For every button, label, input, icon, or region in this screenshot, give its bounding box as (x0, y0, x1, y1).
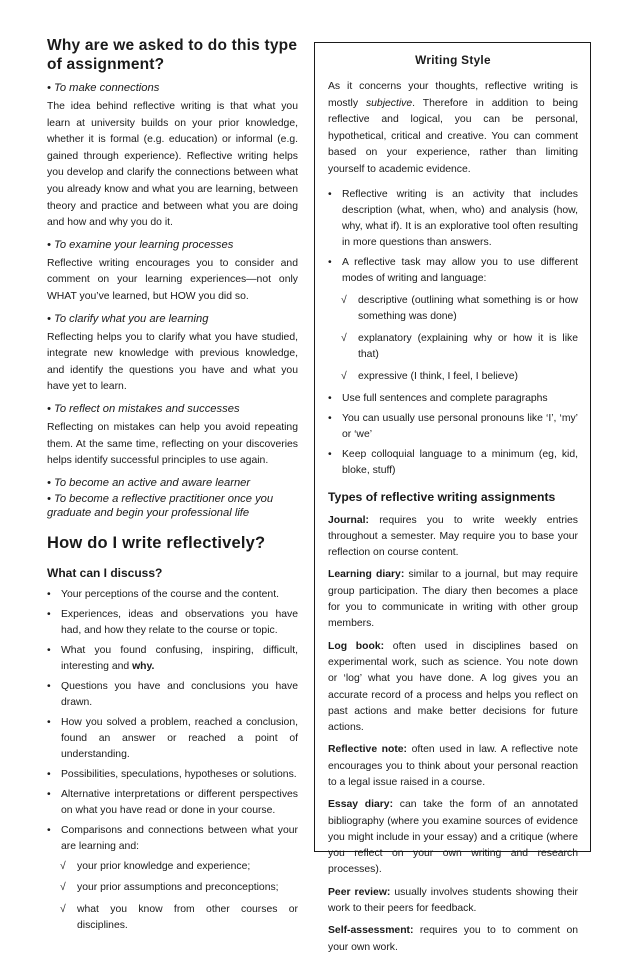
style-intro (328, 79, 578, 179)
type-term: Essay diary: (328, 799, 394, 811)
type-term: Peer review: (328, 886, 391, 898)
section-body: Reflecting helps you to clarify what you have studied, integrate new knowledge with previous knowledge, and identify the questions you have and what you have yet to learn. (47, 331, 298, 393)
list-item-text: What you found confusing, inspiring, difficult, interesting and (61, 644, 298, 672)
check-item: √ what you know from other courses or disciplines. (47, 902, 298, 935)
left-column (47, 36, 298, 940)
style-bullet: • You can usually use personal pronouns like ‘I’, ‘my’ or ‘we’ (328, 411, 578, 443)
type-entry (328, 513, 578, 562)
type-desc: usually involves students showing their work to their peers for feedback. (328, 886, 578, 915)
why-title: Why are we asked to do this type of assignment? (47, 37, 298, 73)
type-entry (328, 742, 578, 791)
type-entry (328, 885, 578, 918)
style-bullet (328, 255, 578, 386)
type-desc: requires you to to comment on your own work. (328, 925, 578, 953)
style-bullet: • Use full sentences and complete paragraphs (328, 391, 578, 407)
compare-list (47, 859, 298, 935)
section-heading: • To make connections (47, 82, 160, 94)
section-heading: • To examine your learning processes (47, 238, 234, 251)
style-bullet: • Reflective writing is an activity that includes description (what, when, who) and analysis (how, why, what if). It is an explorative tool often resulting in more questions than answers. (328, 187, 578, 251)
list-item (47, 643, 298, 675)
list-item: • Experiences, ideas and observations you have had, and how they relate to the course or topic. (47, 607, 298, 639)
mode-item: √ descriptive (outlining what something is or how something was done) (328, 293, 578, 326)
type-desc: can take the form of an annotated bibliography (where you examine sources of evidence you might include in your essay) and a critique (where you reflect on your own writing and research processes). (328, 799, 578, 876)
type-desc: similar to a journal, but may require group participation. The diary then becomes a place for you to communicate in writing with other group members. (328, 569, 578, 630)
type-term: Learning diary: (328, 569, 405, 581)
types-title: Types of reflective writing assignments (328, 489, 556, 504)
bold-word: why. (132, 660, 155, 672)
list-item: • Possibilities, speculations, hypotheses or solutions. (47, 767, 298, 783)
writing-style-title: Writing Style (415, 53, 491, 67)
list-item: • Comparisons and connections between what your are learning and: (47, 823, 298, 855)
list-item: • Questions you have and conclusions you have drawn. (47, 679, 298, 711)
how-title: How do I write reflectively? (47, 533, 266, 552)
type-term: Self-assessment: (328, 925, 414, 937)
discuss-title: What can I discuss? (47, 565, 163, 580)
list-item: • How you solved a problem, reached a conclusion, found an answer or reached a point of understanding. (47, 715, 298, 763)
list-item: • Alternative interpretations or different perspectives on what you have read or done in your course. (47, 787, 298, 819)
type-entry (328, 567, 578, 632)
style-bullet-text: A reflective task may allow you to use different modes of writing and language: (342, 256, 578, 284)
type-term: Log book: (328, 640, 385, 652)
section-heading: • To clarify what you are learning (47, 312, 209, 325)
type-entry (328, 797, 578, 878)
mode-item: √ expressive (I think, I feel, I believe) (328, 369, 578, 386)
style-bullet: • Keep colloquial language to a minimum (eg, kid, bloke, stuff) (328, 447, 578, 479)
type-entry (328, 639, 578, 737)
modes-list (328, 293, 578, 386)
style-list (328, 187, 578, 479)
writing-style-box (314, 42, 591, 953)
mode-item: √ explanatory (explaining why or how it is like that) (328, 331, 578, 364)
type-desc: requires you to write weekly entries throughout a semester. May require you to base your reflection on course content. (328, 514, 578, 559)
style-intro-b: . Therefore in addition to being reflective and logical, you can be personal, hypothetical, critical and creative. You can comment based on your experience, rather than limiting yourself to academic evidence. (328, 97, 578, 175)
style-intro-a: As it concerns your thoughts, reflective writing is mostly (328, 81, 578, 109)
section-body: The idea behind reflective writing is that what you learn at university builds on your prior knowledge, whether it is formal (e.g. education) or informal (e.g. gained through experience). Reflective writing helps you develop and clarify the connections between what you already know and what you are learning, between theory and practice and between what you are doing and how and why you do it. (47, 101, 298, 229)
type-term: Journal: (328, 514, 369, 526)
section-body: Reflective writing encourages you to consider and comment on your learning experiences—not only WHAT you’ve learned, but HOW you did so. (47, 257, 298, 302)
discuss-list (47, 587, 298, 855)
extra-reason: • To become a reflective practitioner once you graduate and begin your professional life (47, 492, 274, 519)
check-item: √ your prior assumptions and preconceptions; (47, 880, 298, 897)
type-desc: often used in disciplines based on experimental work, such as science. You note down or ‘log’ what you have done. A log gives you an accurate record of a process and helps you reflect on past actions and make better decisions for future actions. (328, 640, 578, 734)
list-item: • Your perceptions of the course and the content. (47, 587, 298, 603)
section-heading: • To reflect on mistakes and successes (47, 402, 240, 415)
extra-reason: • To become an active and aware learner (47, 476, 251, 489)
style-intro-em: subjective (365, 97, 413, 109)
check-item: √ your prior knowledge and experience; (47, 859, 298, 876)
type-desc: often used in law. A reflective note encourages you to think about your personal reaction to a legal issue raised in a course. (328, 744, 578, 788)
section-body: Reflecting on mistakes can help you avoid repeating them. At the same time, reflecting on your discoveries helps identify successful principles to use again. (47, 421, 298, 467)
type-entry (328, 923, 578, 956)
type-term: Reflective note: (328, 744, 408, 756)
